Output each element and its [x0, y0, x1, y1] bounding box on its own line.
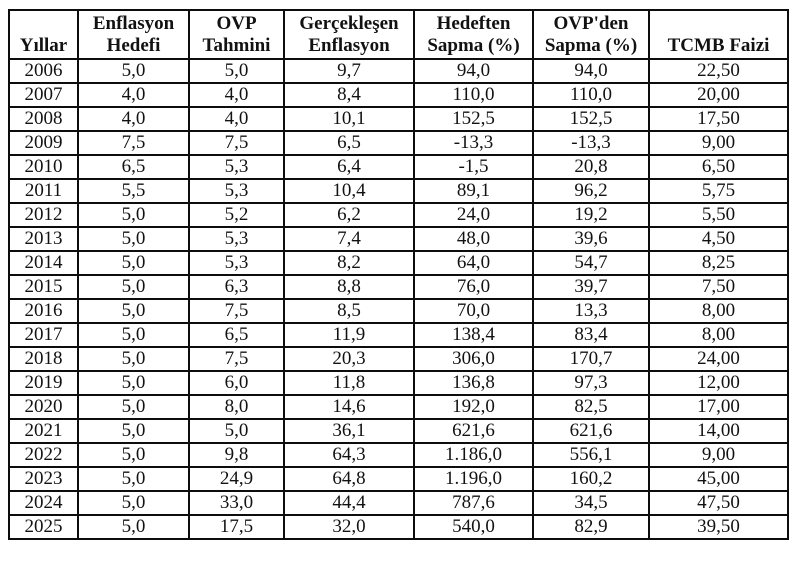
value-cell: 8,2 — [284, 251, 414, 275]
value-cell: 10,1 — [284, 107, 414, 131]
value-cell: 5,0 — [78, 419, 189, 443]
value-cell: 5,0 — [78, 299, 189, 323]
year-cell: 2021 — [9, 419, 78, 443]
column-header-inflation-target: Enflasyon Hedefi — [78, 10, 189, 59]
table-body — [9, 59, 788, 539]
value-cell: 19,2 — [533, 203, 649, 227]
value-cell: 8,5 — [284, 299, 414, 323]
value-cell: 34,5 — [533, 491, 649, 515]
value-cell: 64,0 — [414, 251, 533, 275]
value-cell: 20,3 — [284, 347, 414, 371]
table-row — [9, 395, 788, 419]
year-cell: 2019 — [9, 371, 78, 395]
value-cell: 24,00 — [649, 347, 788, 371]
value-cell: 70,0 — [414, 299, 533, 323]
value-cell: 4,0 — [78, 107, 189, 131]
column-header-deviation-from-ovp: OVP'den Sapma (%) — [533, 10, 649, 59]
value-cell: 306,0 — [414, 347, 533, 371]
value-cell: 152,5 — [414, 107, 533, 131]
table-row — [9, 179, 788, 203]
column-header-tcmb-rate: TCMB Faizi — [649, 10, 788, 59]
value-cell: 8,8 — [284, 275, 414, 299]
header-row — [9, 10, 788, 59]
table-row — [9, 323, 788, 347]
value-cell: 6,3 — [189, 275, 284, 299]
value-cell: 12,00 — [649, 371, 788, 395]
table-row — [9, 59, 788, 83]
value-cell: 621,6 — [414, 419, 533, 443]
year-cell: 2008 — [9, 107, 78, 131]
table-row — [9, 371, 788, 395]
table-row — [9, 515, 788, 539]
value-cell: 152,5 — [533, 107, 649, 131]
value-cell: 787,6 — [414, 491, 533, 515]
column-header-years: Yıllar — [9, 10, 78, 59]
value-cell: 7,4 — [284, 227, 414, 251]
value-cell: 22,50 — [649, 59, 788, 83]
table-row — [9, 203, 788, 227]
value-cell: 5,3 — [189, 179, 284, 203]
table-row — [9, 347, 788, 371]
value-cell: 82,9 — [533, 515, 649, 539]
value-cell: 47,50 — [649, 491, 788, 515]
table-row — [9, 299, 788, 323]
value-cell: 64,3 — [284, 443, 414, 467]
value-cell: 5,3 — [189, 155, 284, 179]
year-cell: 2007 — [9, 83, 78, 107]
value-cell: 9,7 — [284, 59, 414, 83]
table-row — [9, 131, 788, 155]
value-cell: 39,50 — [649, 515, 788, 539]
table-row — [9, 275, 788, 299]
value-cell: 45,00 — [649, 467, 788, 491]
value-cell: 94,0 — [414, 59, 533, 83]
table-row — [9, 155, 788, 179]
value-cell: 20,8 — [533, 155, 649, 179]
value-cell: 170,7 — [533, 347, 649, 371]
value-cell: 6,4 — [284, 155, 414, 179]
value-cell: 14,6 — [284, 395, 414, 419]
inflation-data-table — [8, 9, 789, 540]
value-cell: 136,8 — [414, 371, 533, 395]
value-cell: 6,5 — [284, 131, 414, 155]
value-cell: 6,5 — [78, 155, 189, 179]
year-cell: 2022 — [9, 443, 78, 467]
value-cell: 8,00 — [649, 323, 788, 347]
value-cell: 7,5 — [189, 131, 284, 155]
table-row — [9, 251, 788, 275]
value-cell: 24,9 — [189, 467, 284, 491]
value-cell: 82,5 — [533, 395, 649, 419]
value-cell: 96,2 — [533, 179, 649, 203]
value-cell: 5,0 — [78, 275, 189, 299]
value-cell: 5,0 — [189, 59, 284, 83]
table-row — [9, 83, 788, 107]
value-cell: 6,50 — [649, 155, 788, 179]
year-cell: 2024 — [9, 491, 78, 515]
value-cell: 8,25 — [649, 251, 788, 275]
value-cell: 540,0 — [414, 515, 533, 539]
value-cell: 8,0 — [189, 395, 284, 419]
value-cell: 5,0 — [78, 323, 189, 347]
value-cell: 192,0 — [414, 395, 533, 419]
value-cell: 8,00 — [649, 299, 788, 323]
value-cell: 94,0 — [533, 59, 649, 83]
value-cell: 5,0 — [78, 491, 189, 515]
column-header-ovp-forecast: OVP Tahmini — [189, 10, 284, 59]
value-cell: 54,7 — [533, 251, 649, 275]
value-cell: -1,5 — [414, 155, 533, 179]
value-cell: 33,0 — [189, 491, 284, 515]
table-row — [9, 491, 788, 515]
value-cell: 44,4 — [284, 491, 414, 515]
year-cell: 2016 — [9, 299, 78, 323]
table-row — [9, 467, 788, 491]
value-cell: 6,2 — [284, 203, 414, 227]
year-cell: 2013 — [9, 227, 78, 251]
value-cell: 64,8 — [284, 467, 414, 491]
value-cell: 4,0 — [189, 107, 284, 131]
value-cell: 5,0 — [78, 347, 189, 371]
value-cell: 11,8 — [284, 371, 414, 395]
year-cell: 2006 — [9, 59, 78, 83]
value-cell: 17,5 — [189, 515, 284, 539]
value-cell: 39,7 — [533, 275, 649, 299]
value-cell: 76,0 — [414, 275, 533, 299]
value-cell: 5,0 — [78, 227, 189, 251]
value-cell: 5,0 — [78, 443, 189, 467]
value-cell: 39,6 — [533, 227, 649, 251]
value-cell: 110,0 — [414, 83, 533, 107]
value-cell: 1.196,0 — [414, 467, 533, 491]
value-cell: -13,3 — [533, 131, 649, 155]
value-cell: 6,0 — [189, 371, 284, 395]
value-cell: 5,3 — [189, 227, 284, 251]
value-cell: 160,2 — [533, 467, 649, 491]
year-cell: 2009 — [9, 131, 78, 155]
value-cell: 17,50 — [649, 107, 788, 131]
value-cell: 5,75 — [649, 179, 788, 203]
value-cell: 89,1 — [414, 179, 533, 203]
value-cell: 24,0 — [414, 203, 533, 227]
year-cell: 2015 — [9, 275, 78, 299]
column-header-deviation-from-target: Hedeften Sapma (%) — [414, 10, 533, 59]
value-cell: 5,0 — [78, 467, 189, 491]
value-cell: 5,0 — [78, 59, 189, 83]
year-cell: 2023 — [9, 467, 78, 491]
value-cell: 13,3 — [533, 299, 649, 323]
value-cell: 5,0 — [189, 419, 284, 443]
value-cell: 4,0 — [78, 83, 189, 107]
value-cell: 48,0 — [414, 227, 533, 251]
value-cell: 1.186,0 — [414, 443, 533, 467]
value-cell: 17,00 — [649, 395, 788, 419]
value-cell: 97,3 — [533, 371, 649, 395]
value-cell: 11,9 — [284, 323, 414, 347]
year-cell: 2018 — [9, 347, 78, 371]
table-row — [9, 227, 788, 251]
value-cell: 4,0 — [189, 83, 284, 107]
value-cell: 10,4 — [284, 179, 414, 203]
table-row — [9, 419, 788, 443]
year-cell: 2014 — [9, 251, 78, 275]
value-cell: 9,00 — [649, 131, 788, 155]
value-cell: 20,00 — [649, 83, 788, 107]
value-cell: 7,5 — [189, 299, 284, 323]
value-cell: 9,00 — [649, 443, 788, 467]
value-cell: 5,50 — [649, 203, 788, 227]
value-cell: 14,00 — [649, 419, 788, 443]
value-cell: 5,0 — [78, 371, 189, 395]
column-header-realized-inflation: Gerçekleşen Enflasyon — [284, 10, 414, 59]
year-cell: 2011 — [9, 179, 78, 203]
value-cell: 621,6 — [533, 419, 649, 443]
value-cell: 138,4 — [414, 323, 533, 347]
value-cell: 5,3 — [189, 251, 284, 275]
value-cell: 5,2 — [189, 203, 284, 227]
value-cell: 110,0 — [533, 83, 649, 107]
value-cell: 6,5 — [189, 323, 284, 347]
year-cell: 2025 — [9, 515, 78, 539]
value-cell: 83,4 — [533, 323, 649, 347]
value-cell: 7,5 — [189, 347, 284, 371]
value-cell: 9,8 — [189, 443, 284, 467]
year-cell: 2017 — [9, 323, 78, 347]
value-cell: 5,0 — [78, 395, 189, 419]
value-cell: 5,0 — [78, 203, 189, 227]
table-row — [9, 107, 788, 131]
year-cell: 2012 — [9, 203, 78, 227]
table-row — [9, 443, 788, 467]
value-cell: 7,5 — [78, 131, 189, 155]
value-cell: 8,4 — [284, 83, 414, 107]
value-cell: -13,3 — [414, 131, 533, 155]
value-cell: 32,0 — [284, 515, 414, 539]
year-cell: 2010 — [9, 155, 78, 179]
value-cell: 4,50 — [649, 227, 788, 251]
table-header — [9, 10, 788, 59]
value-cell: 5,5 — [78, 179, 189, 203]
value-cell: 36,1 — [284, 419, 414, 443]
value-cell: 7,50 — [649, 275, 788, 299]
year-cell: 2020 — [9, 395, 78, 419]
value-cell: 5,0 — [78, 251, 189, 275]
value-cell: 5,0 — [78, 515, 189, 539]
value-cell: 556,1 — [533, 443, 649, 467]
